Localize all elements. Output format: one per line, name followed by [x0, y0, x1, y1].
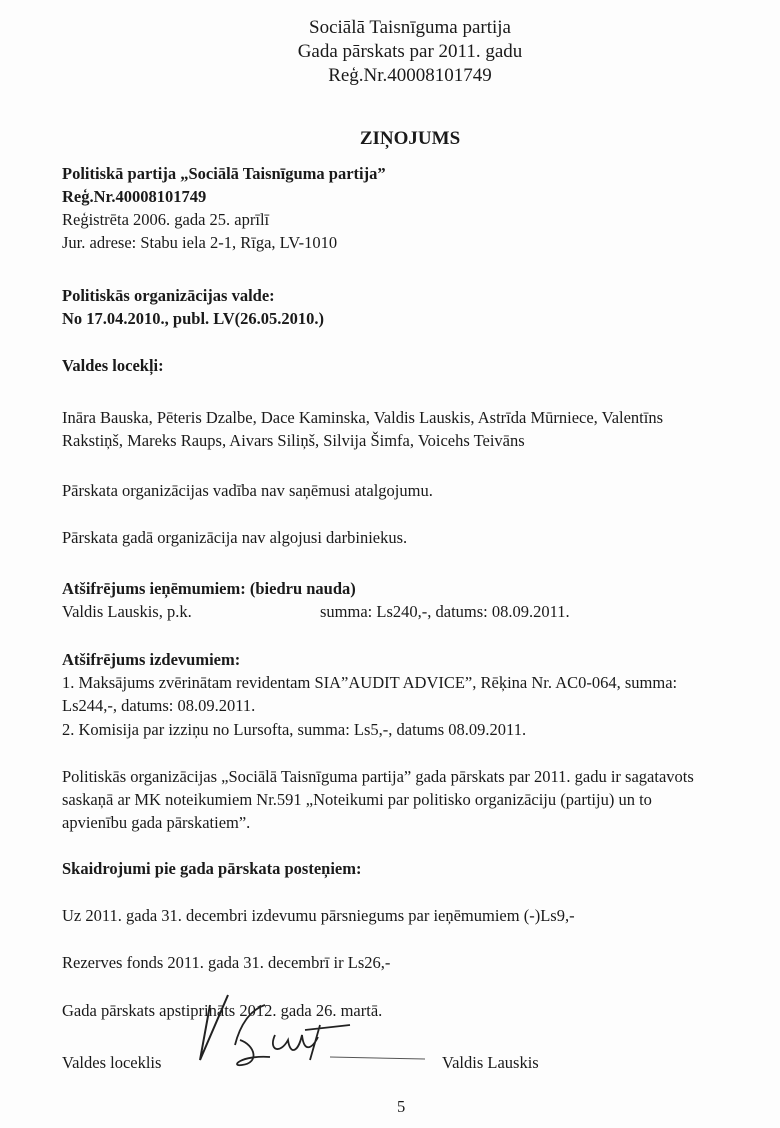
compliance-text: Politiskās organizācijas „Sociālā Taisnīguma partija” gada pārskats par 2011. gadu ir sagatavots: [62, 767, 694, 786]
members-line: Ināra Bauska, Pēteris Dzalbe, Dace Kaminska, Valdis Lauskis, Astrīda Mūrniece, Valentīns: [62, 408, 664, 427]
income-heading: Atšifrējums ieņēmumiem: (biedru nauda): [62, 579, 356, 598]
page-number: 5: [397, 1097, 406, 1116]
expenses-heading: Atšifrējums izdevumiem:: [62, 650, 241, 669]
explanations-heading: Skaidrojumi pie gada pārskata posteņiem:: [62, 859, 362, 878]
header-report: Gada pārskats par 2011. gadu: [297, 41, 523, 62]
party-address: Jur. adrese: Stabu iela 2-1, Rīga, LV-1010: [62, 233, 338, 252]
handwritten-signature: [180, 985, 430, 1080]
note-no-staff: Pārskata gadā organizācija nav algojusi darbiniekus.: [62, 528, 408, 547]
members-line: Rakstiņš, Mareks Raups, Aivars Siliņš, Silvija Šimfa, Voicehs Teivāns: [62, 431, 525, 450]
board-date: No 17.04.2010., publ. LV(26.05.2010.): [62, 309, 325, 328]
income-payer: Valdis Lauskis, p.k.: [62, 602, 192, 621]
expense-item: 1. Maksājums zvērinātam revidentam SIA”AUDIT ADVICE”, Rēķina Nr. AC0-064, summa:: [62, 673, 678, 692]
explanation-approved: Gada pārskats apstiprināts 2012. gada 26. martā.: [62, 1001, 383, 1020]
party-name: Politiskā partija „Sociālā Taisnīguma partija”: [62, 164, 386, 183]
compliance-text: apvienību gada pārskatiem”.: [62, 813, 251, 832]
members-heading: Valdes locekļi:: [62, 356, 164, 375]
compliance-text: saskaņā ar MK noteikumiem Nr.591 „Noteikumi par politisko organizāciju (partiju) un to: [62, 790, 652, 809]
signature-name: Valdis Lauskis: [442, 1053, 539, 1072]
signature-role: Valdes loceklis: [62, 1053, 162, 1072]
explanation-reserve: Rezerves fonds 2011. gada 31. decembrī ir Ls26,-: [62, 953, 391, 972]
explanation-deficit: Uz 2011. gada 31. decembri izdevumu pārsniegums par ieņēmumiem (-)Ls9,-: [62, 906, 575, 925]
party-reg: Reģ.Nr.40008101749: [62, 187, 207, 206]
expense-item: Ls244,-, datums: 08.09.2011.: [62, 696, 256, 715]
note-no-pay: Pārskata organizācijas vadība nav saņēmusi atalgojumu.: [62, 481, 433, 500]
board-heading: Politiskās organizācijas valde:: [62, 286, 275, 305]
header-party: Sociālā Taisnīguma partija: [309, 17, 511, 38]
document-title: ZIŅOJUMS: [359, 128, 461, 149]
expense-item: 2. Komisija par izziņu no Lursofta, summa: Ls5,-, datums 08.09.2011.: [62, 720, 527, 739]
income-amount: summa: Ls240,-, datums: 08.09.2011.: [320, 602, 570, 621]
header-reg: Reģ.Nr.40008101749: [328, 65, 492, 86]
party-registered: Reģistrēta 2006. gada 25. aprīlī: [62, 210, 270, 229]
